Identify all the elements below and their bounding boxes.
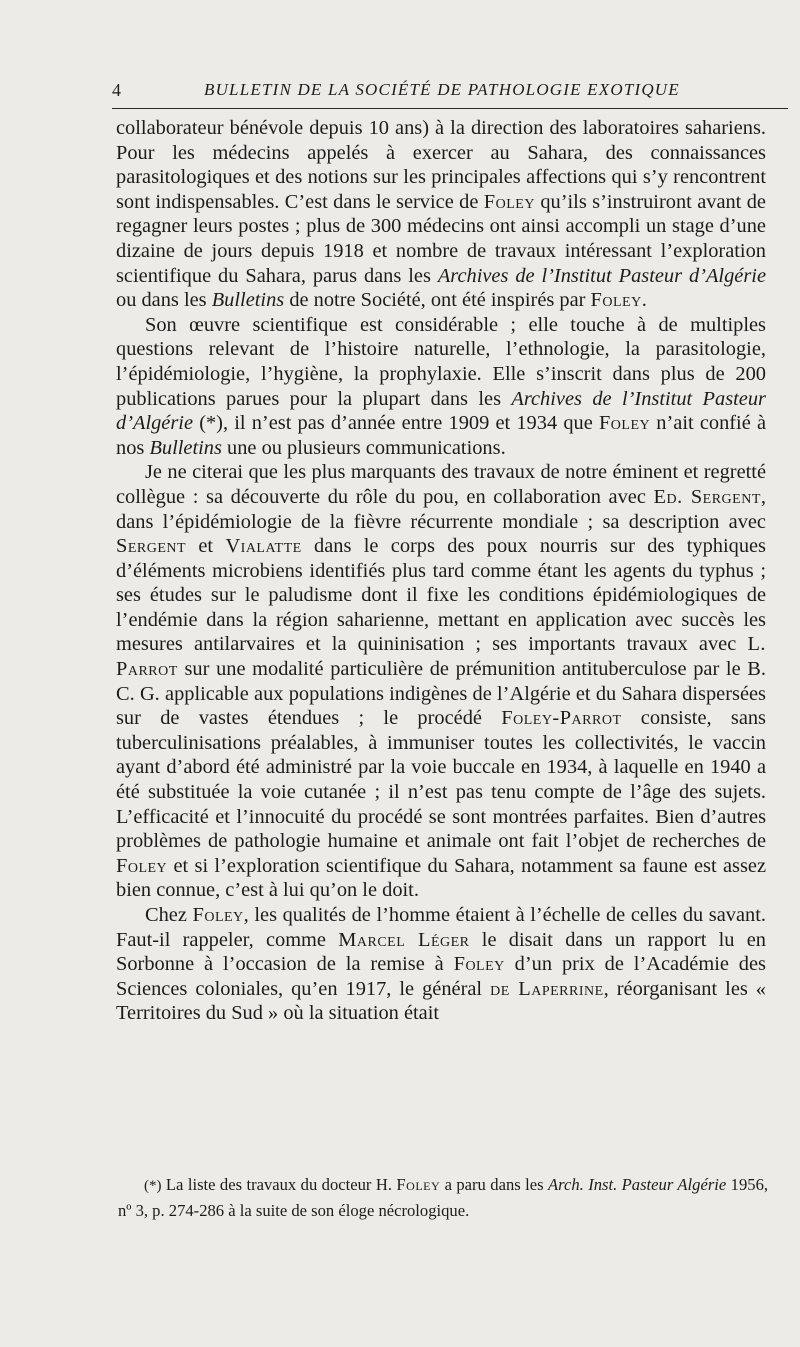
author-name: Foley-Parrot (501, 707, 622, 730)
text-run: consiste, sans tuberculinisations préalables, à immuniser toutes les collectivités, le vaccin ayant d’abord été administré par la voie buccale en 1934, à laquelle en 1940 a été substituée la voie cutanée ; il n’est pas tenu compte de l’âge des sujets. L’efficacité et l’innocuité du procédé se sont montrées parfaites. Bien d’autres problèmes de pathologie humaine et animale ont fait l’objet de recherches de (116, 707, 766, 853)
author-name: Foley (590, 289, 642, 312)
journal-title: Bulletins (149, 436, 222, 459)
text-run: a paru dans les (440, 1175, 548, 1194)
paragraph-2 (116, 313, 766, 461)
footnote (118, 1173, 768, 1222)
journal-title: Archives de l’Institut Pasteur d’Algérie (116, 387, 766, 435)
author-name: L. Parrot (116, 633, 766, 681)
author-name: Foley (192, 904, 244, 926)
author-name: Marcel Léger (338, 928, 470, 951)
body-text (116, 116, 766, 1026)
text-run: La liste des travaux du docteur H. (161, 1175, 397, 1194)
author-name: Sergent (116, 535, 187, 558)
page-number: 4 (112, 80, 121, 100)
text-run: et (186, 535, 226, 558)
author-name: Foley (598, 412, 651, 435)
text-run: et si l’exploration scientifique du Sahara, notamment sa faune est assez bien connue, c’est à lui qu’on le doit. (116, 854, 766, 902)
journal-title: Archives de l’Institut Pasteur d’Algérie (437, 264, 766, 287)
text-run: une ou plusieurs communications. (221, 436, 506, 459)
text-run: collaborateur bénévole depuis 10 ans) à la direction des laboratoires sahariens. Pour les médecins appelés à exercer au Sahara, des connaissances parasitologiques et des notions sur les principales affections qui s’y rencontrent sont indispensables. C’est dans le service de (116, 117, 766, 213)
text-run: le disait dans un rapport lu en Sorbonne à l’occasion de la remise à (116, 928, 766, 976)
author-name: Vialatte (225, 535, 302, 558)
journal-title: Bulletins (211, 289, 285, 312)
author-name: Foley (483, 190, 535, 213)
text-run: dans le corps des poux nourris sur des typhiques d’éléments microbiens identifiés plus tard comme étant les agents du typhus ; ses études sur le paludisme dont il fixe les conditions épidémiologiques de l’endémie dans la région saharienne, mettant en application avec succès les mesures antilarvaires et la quininisation ; ses importants travaux avec (116, 535, 766, 656)
author-name: Foley (396, 1175, 441, 1194)
paragraph-1 (116, 116, 766, 313)
author-name: de Laperrine (490, 977, 604, 1000)
text-run: sur une modalité particulière de prémunition antituberculose par le B. C. G. applicable aux populations indigènes de l’Algérie et du Sahara dispersées sur de vastes étendues ; le procédé (116, 658, 766, 730)
paragraph-4 (116, 903, 766, 1026)
footnote-text (118, 1173, 768, 1222)
text-run: d’un prix de l’Académie des Sciences coloniales, qu’en 1917, le général (116, 953, 766, 1000)
paragraph-3 (116, 460, 766, 903)
text-run: (*), il n’est pas d’année entre 1909 et 1934 que (193, 412, 599, 435)
footnote-marker: (*) (144, 1178, 162, 1194)
text-run: Son œuvre scientifique est considérable ; elle touche à de multiples questions relevant de l’histoire naturelle, l’ethnologie, la parasitologie, l’épidémiologie, l’hygiène, la prophylaxie. Elle s’inscrit dans plus de 200 publications parues pour la plupart dans les (116, 313, 766, 410)
text-run: n’ait confié à nos (116, 412, 766, 459)
journal-title: Arch. Inst. Pasteur Algérie (547, 1175, 727, 1194)
text-run: 1956, nº 3, p. 274-286 à la suite de son éloge nécrologique. (118, 1175, 769, 1220)
author-name: Foley (453, 953, 505, 976)
text-run: , réorganisant les « Territoires du Sud » où la situation était (116, 977, 766, 1025)
text-run: , dans l’épidémiologie de la fièvre récurrente mondiale ; sa description avec (116, 485, 766, 533)
text-run: ou dans les (116, 289, 212, 312)
text-run: de notre Société, ont été inspirés par (284, 289, 591, 312)
running-head: BULLETIN DE LA SOCIÉTÉ DE PATHOLOGIE EXOTIQUE (204, 80, 680, 99)
author-name: Ed. Sergent (653, 485, 761, 508)
page-header (112, 78, 788, 109)
author-name: Foley (116, 854, 168, 877)
text-run: , les qualités de l’homme étaient à l’échelle de celles du savant. Faut-il rappeler, comme (116, 904, 766, 951)
text-run: qu’ils s’instruiront avant de regagner leurs postes ; plus de 300 médecins ont ainsi accompli un stage d’une dizaine de jours depuis 1918 et nombre de travaux intéressant l’exploration scientifique du Sahara, parus dans les (116, 190, 766, 287)
text-run: Je ne citerai que les plus marquants des travaux de notre éminent et regretté collègue : sa découverte du rôle du pou, en collaboration avec (116, 461, 766, 508)
text-run: Chez (145, 904, 193, 926)
text-run: . (641, 289, 647, 312)
